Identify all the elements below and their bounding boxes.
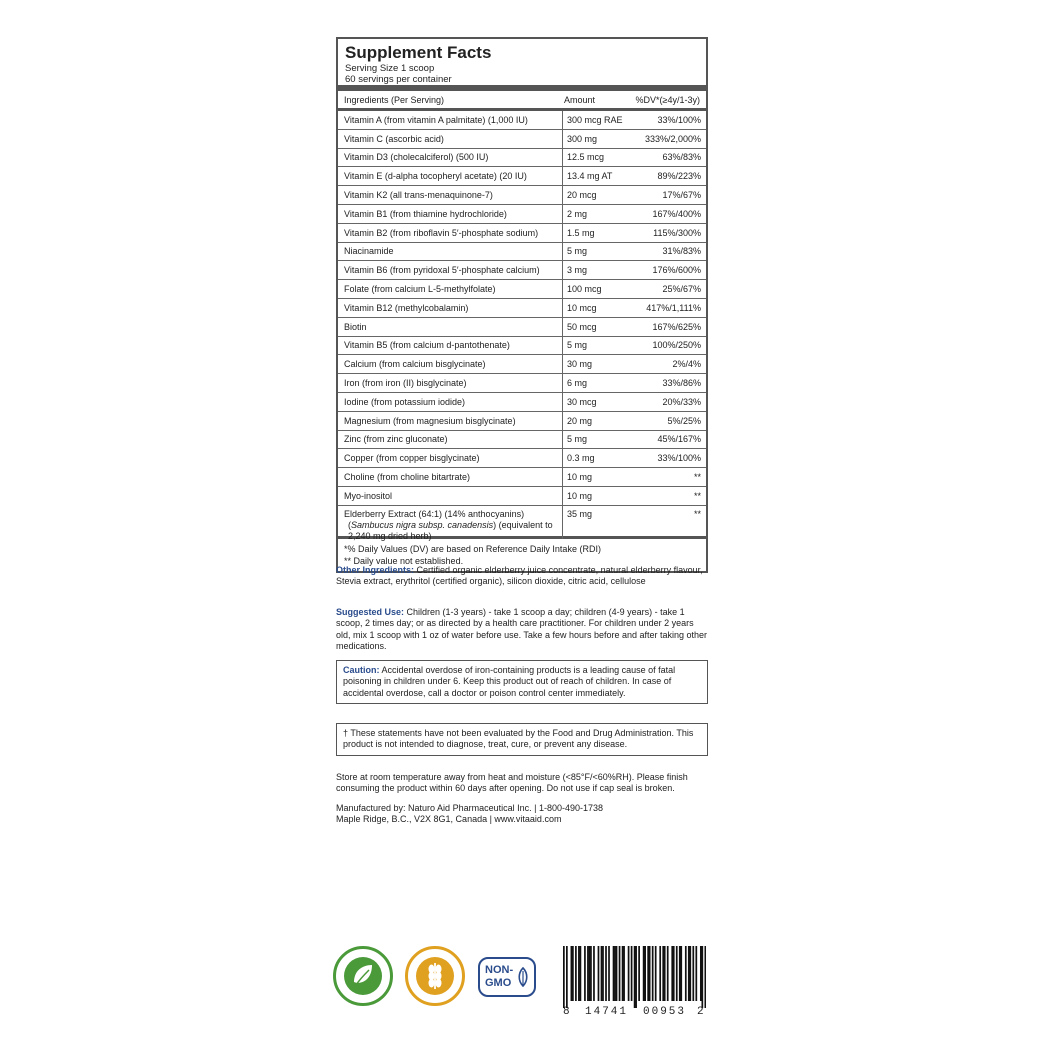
barcode-bar bbox=[655, 946, 657, 1001]
ingredient-amount: 12.5 mcg bbox=[567, 152, 605, 163]
ingredient-name: Folate (from calcium L-5-methylfolate) bbox=[338, 280, 563, 298]
ingredient-amount: 300 mg bbox=[567, 133, 598, 144]
ingredient-name: Biotin bbox=[338, 318, 563, 336]
barcode-bar bbox=[700, 946, 702, 1001]
non-gmo-line-2: GMO bbox=[485, 977, 512, 989]
elderberry-amount: 35 mg bbox=[567, 508, 593, 519]
facts-header-row bbox=[338, 91, 706, 108]
ingredient-name: Vitamin B12 (methylcobalamin) bbox=[338, 299, 563, 317]
barcode-bar bbox=[616, 946, 618, 1001]
other-ingredients bbox=[336, 565, 708, 588]
barcode-bar bbox=[584, 946, 586, 1001]
barcode-bar bbox=[647, 946, 649, 1001]
barcode-bar bbox=[623, 946, 625, 1001]
barcode-bar bbox=[638, 946, 640, 1001]
other-ingredients-label: Other Ingredients: bbox=[336, 565, 415, 575]
ingredient-name: Vitamin A (from vitamin A palmitate) (1,000 IU) bbox=[338, 111, 563, 129]
ingredient-amount: 3 mg bbox=[567, 265, 588, 276]
barcode-bar bbox=[572, 946, 574, 1001]
facts-row bbox=[338, 487, 706, 506]
barcode-digits-3: 00953 bbox=[643, 1006, 687, 1018]
ingredient-amount: 2 mg bbox=[567, 208, 588, 219]
barcode-digits-2: 14741 bbox=[585, 1006, 629, 1018]
caution-box bbox=[336, 660, 708, 704]
facts-row bbox=[338, 355, 706, 374]
elderberry-species: Sambucus nigra subsp. canadensis bbox=[351, 519, 494, 530]
ingredient-dv: 2%/4% bbox=[672, 359, 701, 370]
barcode-bar bbox=[644, 946, 646, 1001]
barcode-bar bbox=[601, 946, 603, 1001]
ingredient-name: Vitamin B6 (from pyridoxal 5′-phosphate calcium) bbox=[338, 261, 563, 279]
barcode-bar bbox=[680, 946, 682, 1001]
barcode-bar bbox=[634, 946, 636, 1008]
ingredient-amount: 20 mg bbox=[567, 415, 593, 426]
facts-row bbox=[338, 299, 706, 318]
ingredient-dv: 25%/67% bbox=[662, 284, 701, 295]
elderberry-name: Elderberry Extract (64:1) (14% anthocyanins) bbox=[344, 508, 525, 519]
manufacturer-info bbox=[336, 803, 708, 826]
servings-per-container: 60 servings per container bbox=[345, 74, 452, 85]
facts-row bbox=[338, 261, 706, 280]
ingredient-dv: 20%/33% bbox=[662, 396, 701, 407]
ingredient-dv: 63%/83% bbox=[662, 152, 701, 163]
ingredient-dv: 167%/625% bbox=[652, 321, 701, 332]
ingredient-dv: 115%/300% bbox=[653, 227, 701, 238]
barcode-bar bbox=[695, 946, 697, 1001]
ingredient-amount: 20 mcg bbox=[567, 190, 597, 201]
barcode-bar bbox=[614, 946, 616, 1001]
ingredient-dv: 176%/600% bbox=[652, 265, 701, 276]
barcode-bar bbox=[571, 946, 573, 1001]
barcode-bar bbox=[643, 946, 645, 1001]
barcode-bar bbox=[575, 946, 577, 1001]
ingredient-dv: ** bbox=[693, 472, 701, 483]
serving-size: Serving Size 1 scoop bbox=[345, 63, 435, 74]
caution-text: Accidental overdose of iron-containing products is a leading cause of fatal poisoning in children under 6. Keep this product out of reach of children. In case of accidental overdose, call a doctor or poison control center immediately. bbox=[343, 665, 676, 698]
ingredient-amount: 1.5 mg bbox=[567, 227, 595, 238]
ingredient-dv: 5%/25% bbox=[667, 415, 701, 426]
barcode-bar bbox=[590, 946, 592, 1001]
ingredient-dv: 33%/100% bbox=[657, 114, 701, 125]
ingredient-name: Iron (from iron (II) bisglycinate) bbox=[338, 374, 563, 392]
ingredient-amount: 5 mg bbox=[567, 434, 588, 445]
ingredient-amount: 30 mcg bbox=[567, 396, 597, 407]
barcode-bar bbox=[671, 946, 673, 1001]
ingredient-name: Vitamin B2 (from riboflavin 5′-phosphate sodium) bbox=[338, 224, 563, 242]
facts-row bbox=[338, 130, 706, 149]
barcode-bar bbox=[613, 946, 615, 1001]
header-amount: Amount bbox=[564, 94, 596, 105]
facts-row bbox=[338, 468, 706, 487]
ingredient-name: Vitamin E (d-alpha tocopheryl acetate) (20 IU) bbox=[338, 167, 563, 185]
barcode-bar bbox=[605, 946, 607, 1001]
barcode-bar bbox=[667, 946, 669, 1001]
barcode-bar bbox=[704, 946, 706, 1008]
barcode-bar bbox=[593, 946, 595, 1001]
non-gmo-line-1: NON- bbox=[485, 964, 514, 976]
facts-row bbox=[338, 374, 706, 393]
gluten-free-badge-icon bbox=[405, 946, 465, 1006]
ingredient-name: Iodine (from potassium iodide) bbox=[338, 393, 563, 411]
ingredient-amount: 5 mg bbox=[567, 340, 588, 351]
barcode-bar bbox=[602, 946, 604, 1001]
ingredient-name: Copper (from copper bisglycinate) bbox=[338, 449, 563, 467]
ingredient-dv: ** bbox=[693, 490, 701, 501]
header-dv: %DV*(≥4y/1-3y) bbox=[635, 94, 700, 105]
ingredient-dv: 33%/86% bbox=[662, 378, 701, 389]
facts-row bbox=[338, 111, 706, 130]
barcode-bar bbox=[688, 946, 690, 1001]
suggested-use-label: Suggested Use: bbox=[336, 607, 405, 617]
ingredient-dv: 31%/83% bbox=[662, 246, 701, 257]
caution-label: Caution: bbox=[343, 665, 380, 675]
header-ingredients: Ingredients (Per Serving) bbox=[344, 94, 445, 105]
ingredient-name: Vitamin B1 (from thiamine hydrochloride) bbox=[338, 205, 563, 223]
facts-row bbox=[338, 449, 706, 468]
ingredient-name: Myo-inositol bbox=[338, 487, 563, 505]
barcode-bar bbox=[685, 946, 687, 1001]
ingredient-dv: 167%/400% bbox=[652, 208, 701, 219]
barcode-bar bbox=[622, 946, 624, 1001]
facts-row bbox=[338, 149, 706, 168]
non-gmo-badge bbox=[478, 957, 536, 997]
ingredient-amount: 10 mg bbox=[567, 472, 593, 483]
barcode-bar bbox=[673, 946, 675, 1001]
ingredient-name: Vitamin C (ascorbic acid) bbox=[338, 130, 563, 148]
ingredient-name: Zinc (from zinc gluconate) bbox=[338, 431, 563, 449]
barcode-bar bbox=[701, 946, 703, 1008]
facts-row bbox=[338, 412, 706, 431]
fda-disclaimer-box bbox=[336, 723, 708, 756]
facts-row bbox=[338, 431, 706, 450]
fda-disclaimer-text: † These statements have not been evaluated by the Food and Drug Administration. This product is not intended to diagnose, treat, cure, or prevent any disease. bbox=[343, 728, 694, 750]
barcode-digit-4: 2 bbox=[697, 1006, 704, 1018]
facts-rows bbox=[338, 111, 706, 506]
barcode-bar bbox=[652, 946, 654, 1001]
ingredient-dv: 89%/223% bbox=[657, 171, 701, 182]
ingredient-dv: 17%/67% bbox=[662, 190, 701, 201]
leaf-icon bbox=[516, 967, 530, 987]
barcode-bar bbox=[631, 946, 633, 1001]
barcode-digit-1: 8 bbox=[563, 1006, 570, 1018]
ingredient-name: Magnesium (from magnesium bisglycinate) bbox=[338, 412, 563, 430]
facts-row bbox=[338, 393, 706, 412]
barcode-bar bbox=[659, 946, 661, 1001]
ingredient-name: Calcium (from calcium bisglycinate) bbox=[338, 355, 563, 373]
footnote-dv: *% Daily Values (DV) are based on Reference Daily Intake (RDI) bbox=[344, 543, 601, 554]
facts-row bbox=[338, 224, 706, 243]
suggested-use bbox=[336, 607, 708, 652]
elderberry-equivalent: ) (equivalent to 2,240 mg dried herb) bbox=[348, 519, 553, 541]
facts-row bbox=[338, 205, 706, 224]
barcode-bar bbox=[628, 946, 630, 1001]
suggested-use-text: Children (1-3 years) - take 1 scoop a day; children (4-9 years) - take 1 scoop, 2 times day; or as directed by a health care practitioner. For children under 2 years old, mix 1 scoop with 1 oz of water before use. Take a few hours before and after taking other medications. bbox=[336, 607, 708, 651]
ingredient-amount: 100 mcg bbox=[567, 284, 602, 295]
storage-text: Store at room temperature away from heat and moisture (<85°F/<60%RH). Please finish consuming the product within 60 days after opening. Do not use if cap seal is broken. bbox=[336, 772, 688, 794]
ingredient-dv: 333%/2,000% bbox=[644, 133, 701, 144]
ingredient-amount: 300 mcg RAE bbox=[567, 114, 623, 125]
ingredient-name: Niacinamide bbox=[338, 243, 563, 261]
manufacturer-line-2: Maple Ridge, B.C., V2X 8G1, Canada | www.vitaaid.com bbox=[336, 814, 562, 825]
elderberry-sub: (Sambucus nigra subsp. canadensis) (equivalent to 2,240 mg dried herb) bbox=[348, 519, 553, 541]
barcode-bar bbox=[689, 946, 691, 1001]
other-ingredients-text: Certified organic elderberry juice concentrate, natural elderberry flavour, Stevia extract, erythritol (certified organic), silicon dioxide, citric acid, cellulose bbox=[336, 565, 703, 587]
facts-row bbox=[338, 318, 706, 337]
supplement-facts-panel bbox=[336, 37, 708, 573]
vegetarian-badge-icon bbox=[333, 946, 393, 1006]
barcode-bar bbox=[664, 946, 666, 1001]
facts-row bbox=[338, 167, 706, 186]
barcode-bar bbox=[587, 946, 589, 1001]
ingredient-dv: 33%/100% bbox=[657, 453, 701, 464]
ingredient-amount: 30 mg bbox=[567, 359, 593, 370]
barcode-bar bbox=[649, 946, 651, 1001]
barcode-bar bbox=[589, 946, 591, 1001]
barcode-bar bbox=[676, 946, 678, 1001]
storage-instructions bbox=[336, 772, 708, 795]
barcode-bar bbox=[679, 946, 681, 1001]
barcode-bar bbox=[563, 946, 565, 1008]
ingredient-name: Choline (from choline bitartrate) bbox=[338, 468, 563, 486]
facts-row bbox=[338, 337, 706, 356]
facts-row-elderberry bbox=[338, 506, 706, 541]
barcode-bar bbox=[608, 946, 610, 1001]
barcode-bar bbox=[662, 946, 664, 1001]
footnote-not-established: ** Daily value not established. bbox=[344, 555, 464, 566]
manufacturer-line-1: Manufactured by: Naturo Aid Pharmaceutical Inc. | 1-800-490-1738 bbox=[336, 803, 603, 813]
ingredient-amount: 10 mg bbox=[567, 490, 593, 501]
barcode-bar bbox=[692, 946, 694, 1001]
barcode-bar bbox=[580, 946, 582, 1001]
ingredient-dv: 417%/1,111% bbox=[646, 302, 701, 313]
ingredient-dv: 100%/250% bbox=[652, 340, 701, 351]
ingredient-name: Vitamin K2 (all trans-menaquinone-7) bbox=[338, 186, 563, 204]
facts-row bbox=[338, 280, 706, 299]
facts-title: Supplement Facts bbox=[345, 43, 492, 62]
barcode-bar bbox=[566, 946, 568, 1008]
facts-row bbox=[338, 186, 706, 205]
ingredient-amount: 10 mcg bbox=[567, 302, 597, 313]
barcode-bar bbox=[598, 946, 600, 1001]
ingredient-name: Vitamin D3 (cholecalciferol) (500 IU) bbox=[338, 149, 563, 167]
barcode-bar bbox=[635, 946, 637, 1008]
barcode-bar bbox=[619, 946, 621, 1001]
ingredient-amount: 50 mcg bbox=[567, 321, 597, 332]
ingredient-amount: 6 mg bbox=[567, 378, 588, 389]
ingredient-amount: 13.4 mg AT bbox=[567, 171, 613, 182]
upc-barcode bbox=[563, 946, 706, 1021]
facts-row bbox=[338, 243, 706, 262]
ingredient-amount: 5 mg bbox=[567, 246, 588, 257]
barcode-bar bbox=[578, 946, 580, 1001]
ingredient-dv: 45%/167% bbox=[657, 434, 701, 445]
ingredient-amount: 0.3 mg bbox=[567, 453, 595, 464]
ingredient-name: Vitamin B5 (from calcium d-pantothenate) bbox=[338, 337, 563, 355]
elderberry-dv: ** bbox=[693, 508, 701, 519]
